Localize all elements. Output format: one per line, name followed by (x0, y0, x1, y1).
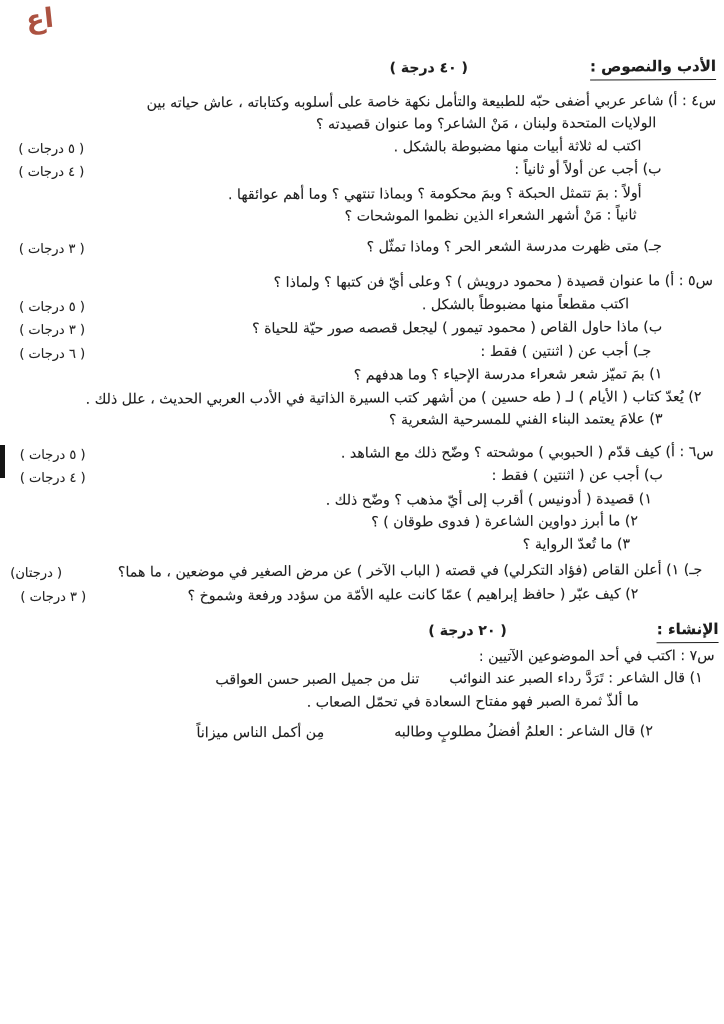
q4-b-marks: ( ٤ درجات ) (18, 164, 85, 181)
q4-part-a-line1: س٤ : أ) شاعر عربي أضفى حبّه للطبيعة والتأمل نكهة خاصة على أسلوبه وكتاباته ، عاش حياته بين (146, 92, 717, 111)
q6-part-a: س٦ : أ) كيف قدّم ( الحبوبي ) موشحته ؟ وضّح ذلك مع الشاهد . ( ٥ درجات ) (8, 440, 718, 467)
q6-part-c-item2: ٢) كيف عبّر ( حافظ إبراهيم ) عمّا كانت عليه الأمّة من سؤدد ورفعة وشموخ ؟ ( ٣ درجات ) (8, 582, 718, 609)
q5-part-c: جـ) أجب عن ( اثنتين ) فقط : ( ٦ درجات ) (7, 339, 717, 366)
q5-part-a-line2: اكتب مقطعاً منها مضبوطاً بالشكل . ( ٥ درجات ) (7, 292, 717, 319)
q4-part-a-line3: اكتب له ثلاثة أبيات منها مضبوطة بالشكل . ( ٥ درجات ) (6, 134, 716, 161)
scan-edge-artifact (0, 445, 5, 478)
topic2-hemistich2: مِن أكمل الناس ميزاناً (196, 724, 325, 742)
q6-part-b-item3: ٣) ما تُعدّ الرواية ؟ (522, 535, 631, 553)
essay-section-header (8, 618, 718, 646)
q7-topic1-verse (9, 667, 719, 693)
q4-part-b: ب) أجب عن أولاً أو ثانياً : ( ٤ درجات ) (6, 158, 716, 185)
q4-c-marks: ( ٣ درجات ) (18, 241, 85, 257)
q5-part-c-item2: ٢) يُعدّ كتاب ( الأيام ) لـ ( طه حسين ) من أشهر كتب السيرة الذاتية في الأدب العربي الحديث ، علل ذلك . (85, 388, 702, 408)
q4-part-b-first: أولاً : بمَ تتمثل الحبكة ؟ وبمَ محكومة ؟ وبماذا تنتهي ؟ وما أهم عوائقها . (227, 184, 642, 203)
q5-c-marks: ( ٦ درجات ) (19, 346, 86, 362)
q6-part-b-item1: ١) قصيدة ( أدونيس ) أقرب إلى أيّ مذهب ؟ وضّح ذلك . (325, 490, 652, 509)
q4-a-marks: ( ٥ درجات ) (18, 141, 85, 157)
literature-section-header (6, 55, 716, 83)
essay-total-marks: ( ٢٠ درجة ) (428, 622, 507, 640)
q5-part-c-item1: ١) بمَ تميّز شعر شعراء مدرسة الإحياء ؟ وما هدفهم ؟ (353, 366, 663, 384)
q6-a-marks: ( ٥ درجات ) (19, 447, 86, 463)
q7-topic2-verse (9, 720, 719, 746)
topic1-hemistich2: تنل من جميل الصبر حسن العواقب (215, 671, 420, 689)
q5-part-a-line1: س٥ : أ) ما عنوان قصيدة ( محمود درويش ) ؟ وعلى أيّ فن كتبها ؟ ولماذا ؟ (273, 273, 714, 291)
literature-total-marks: ( ٤٠ درجة ) (389, 60, 468, 77)
essay-section-title: الإنشاء : (657, 618, 719, 643)
q6-part-b-item2: ٢) ما أبرز دواوين الشاعرة ( فدوى طوقان ) ؟ (371, 513, 639, 531)
topic2-hemistich1: ٢) قال الشاعر : العلمُ أفضلُ مطلوبٍ وطالبه (394, 723, 653, 741)
handwritten-corner-mark: اع (24, 2, 56, 37)
q6-part-b: ب) أجب عن ( اثنتين ) فقط : ( ٤ درجات ) (8, 464, 718, 491)
q4-part-c: جـ) متى ظهرت مدرسة الشعر الحر ؟ وماذا تمثّل ؟ ( ٣ درجات ) (7, 234, 717, 261)
q6-b-marks: ( ٤ درجات ) (19, 470, 86, 487)
q4-part-b-second: ثانياً : مَنْ أشهر الشعراء الذين نظموا الموشحات ؟ (344, 207, 637, 225)
q7-topic1-line2: ما ألذّ ثمرة الصبر فهو مفتاح السعادة في تحمّل الصعاب . (306, 692, 639, 711)
literature-section-title: الأدب والنصوص : (590, 55, 716, 80)
q7-instruction: س٧ : اكتب في أحد الموضوعين الآتيين : (478, 647, 715, 665)
q6-c1-marks: ( درجتان) (10, 565, 63, 582)
q5-part-c-item3: ٣) علامَ يعتمد البناء الفني للمسرحية الشعرية ؟ (388, 411, 663, 429)
topic1-hemistich1: ١) قال الشاعر : تَرَدَّ رداء الصبر عند النوائب (449, 670, 703, 688)
q4-part-a-line2: الولايات المتحدة ولبنان ، مَنْ الشاعر؟ وما عنوان قصيدته ؟ (315, 115, 657, 133)
q6-c2-marks: ( ٣ درجات ) (20, 589, 87, 605)
exam-content (6, 55, 719, 746)
q5-a-marks: ( ٥ درجات ) (19, 299, 85, 315)
q5-b-marks: ( ٣ درجات ) (19, 322, 86, 339)
q5-part-b: ب) ماذا حاول القاص ( محمود تيمور ) ليجعل قصصه صور حيّة للحياة ؟ ( ٣ درجات ) (7, 316, 717, 343)
q6-part-c-item1: جـ) ١) أعلن القاص (فؤاد التكرلي) في قصته ( الباب الآخر ) عن مرض الصغير في موضعين ، ما هما؟ ( درجتان) (8, 559, 718, 586)
